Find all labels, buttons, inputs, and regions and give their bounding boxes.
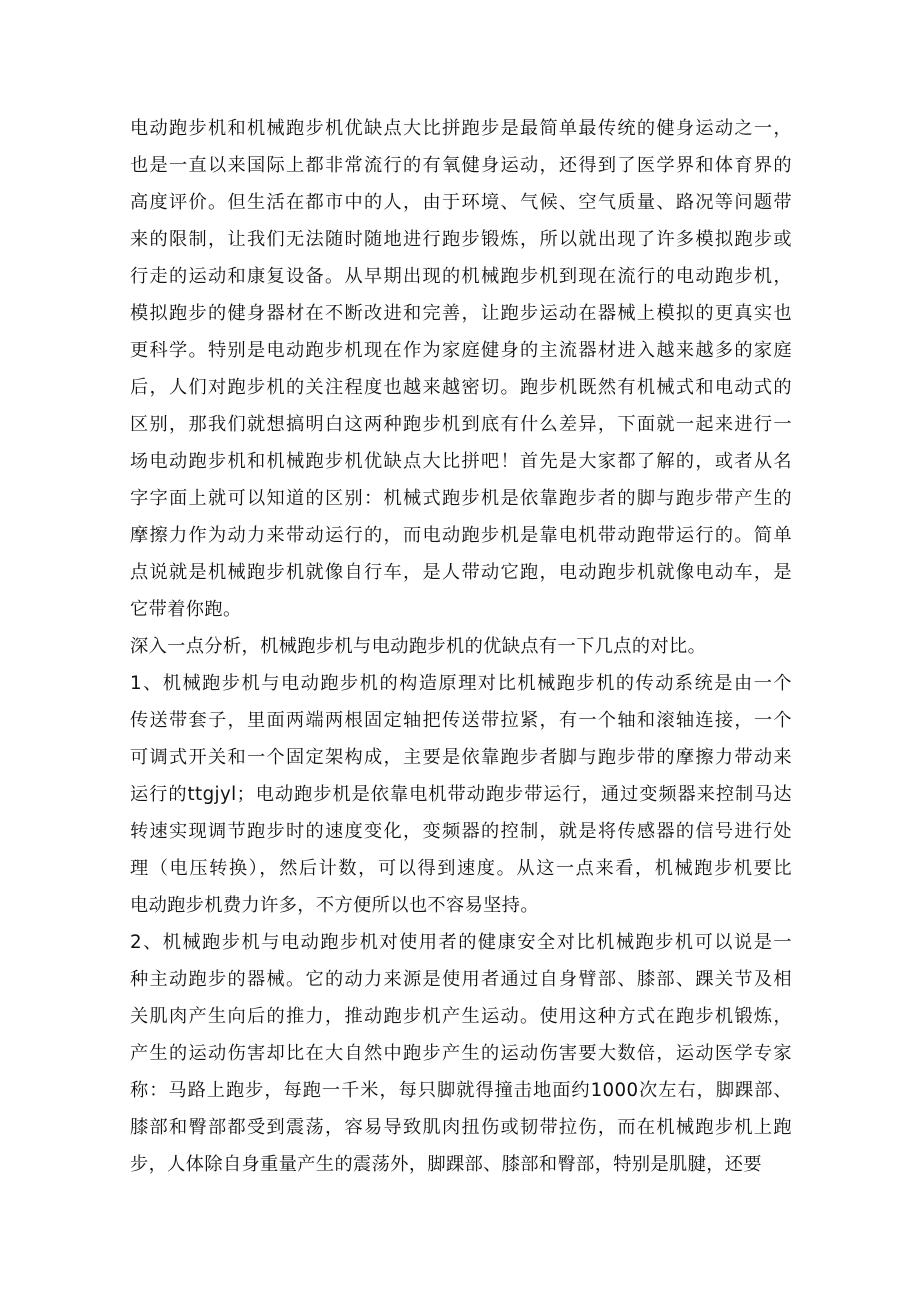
text-line: 运行的ttgjyl；电动跑步机是依靠电机带动跑步带运行，通过变频器来控制马达 [130,784,792,805]
text-line: 膝部和臀部都受到震荡，容易导致肌肉扭伤或韧带拉伤，而在机械跑步机上跑 [130,1117,792,1138]
text-line: 来的限制，让我们无法随时随地进行跑步锻炼，所以就出现了许多模拟跑步或 [130,229,792,250]
text-line: 关肌肉产生向后的推力，推动跑步机产生运动。使用这种方式在跑步机锻炼， [130,1006,792,1027]
text-line: 它带着你跑。 [130,599,242,620]
text-line: 称：马路上跑步，每跑一千米，每只脚就得撞击地面约1000次左右，脚踝部、 [130,1080,792,1101]
text-line: 2、机械跑步机与电动跑步机对使用者的健康安全对比机械跑步机可以说是一 [130,932,792,953]
text-line: 行走的运动和康复设备。从早期出现的机械跑步机到现在流行的电动跑步机， [130,266,792,287]
text-line: 电动跑步机和机械跑步机优缺点大比拼跑步是最简单最传统的健身运动之一， [130,118,792,139]
text-line: 深入一点分析，机械跑步机与电动跑步机的优缺点有一下几点的对比。 [130,636,707,657]
text-line: 1、机械跑步机与电动跑步机的构造原理对比机械跑步机的传动系统是由一个 [130,673,792,694]
text-line: 可调式开关和一个固定架构成，主要是依靠跑步者脚与跑步带的摩擦力带动来 [130,747,792,768]
text-line: 字字面上就可以知道的区别：机械式跑步机是依靠跑步者的脚与跑步带产生的 [130,488,792,509]
text-line: 电动跑步机费力许多，不方便所以也不容易坚持。 [130,895,539,916]
text-line: 更科学。特别是电动跑步机现在作为家庭健身的主流器材进入越来越多的家庭 [130,340,792,361]
text-line: 模拟跑步的健身器材在不断改进和完善，让跑步运动在器械上模拟的更真实也 [130,303,792,324]
text-line: 场电动跑步机和机械跑步机优缺点大比拼吧！首先是大家都了解的，或者从名 [130,451,792,472]
text-line: 高度评价。但生活在都市中的人，由于环境、气候、空气质量、路况等问题带 [130,192,792,213]
paragraph [130,665,792,924]
text-line: 后，人们对跑步机的关注程度也越来越密切。跑步机既然有机械式和电动式的 [130,377,792,398]
text-line: 传送带套子，里面两端两根固定轴把传送带拉紧，有一个轴和滚轴连接，一个 [130,710,792,731]
text-line: 点说就是机械跑步机就像自行车，是人带动它跑，电动跑步机就像电动车，是 [130,562,792,583]
text-line: 转速实现调节跑步时的速度变化，变频器的控制，就是将传感器的信号进行处 [130,821,792,842]
text-line: 理（电压转换），然后计数，可以得到速度。从这一点来看，机械跑步机要比 [130,858,792,879]
text-line: 步，人体除自身重量产生的震荡外，脚踝部、膝部和臀部，特别是肌腱，还要 [130,1154,762,1175]
text-line: 区别，那我们就想搞明白这两种跑步机到底有什么差异，下面就一起来进行一 [130,414,792,435]
paragraph [130,110,792,628]
paragraph [130,924,792,1183]
paragraph [130,628,792,665]
text-line: 摩擦力作为动力来带动运行的，而电动跑步机是靠电机带动跑带运行的。简单 [130,525,792,546]
document-body [130,110,792,1183]
text-line: 产生的运动伤害却比在大自然中跑步产生的运动伤害要大数倍，运动医学专家 [130,1043,792,1064]
text-line: 种主动跑步的器械。它的动力来源是使用者通过自身臂部、膝部、踝关节及相 [130,969,792,990]
text-line: 也是一直以来国际上都非常流行的有氧健身运动，还得到了医学界和体育界的 [130,155,792,176]
